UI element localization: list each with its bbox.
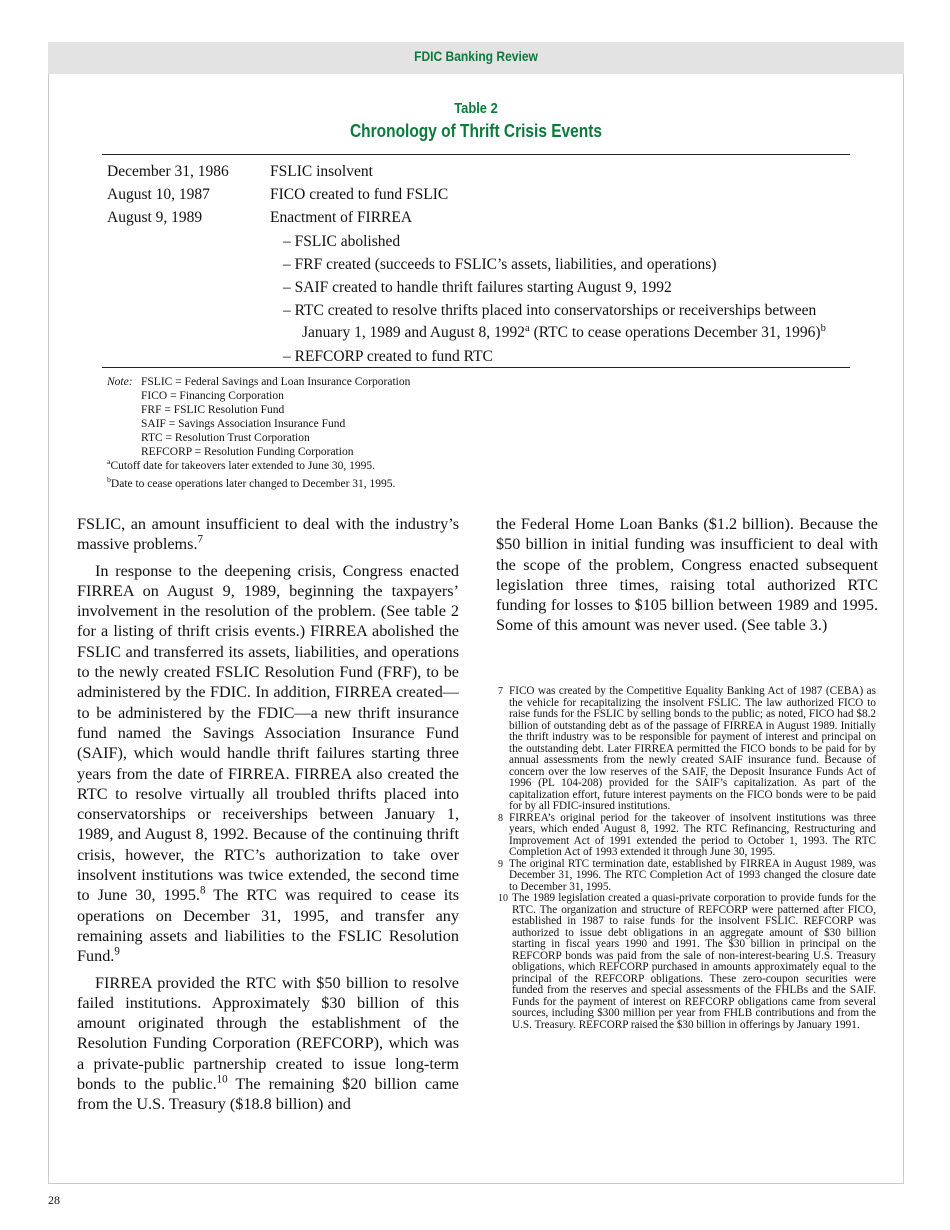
- footnote-number: 8: [498, 812, 503, 824]
- sub-item: – SAIF created to handle thrift failures starting August 9, 1992: [283, 278, 672, 296]
- footnotes: [498, 686, 876, 1031]
- footnote-text: FIRREA’s original period for the takeover of insolvent institutions was three years, which ended August 8, 1992. The RTC Refinancing, Restructuring and Improvement Act of 1991 extended the period to October 1, 1993. The RTC Completion Act of 1993 extended it through June 30, 1995.: [509, 811, 876, 858]
- table-footnote-a: [107, 457, 375, 472]
- left-column: [77, 514, 459, 1115]
- footnote-number: 10: [498, 893, 508, 904]
- table-row: [107, 183, 847, 206]
- row-date: August 9, 1989: [107, 209, 203, 227]
- abbreviation: REFCORP = Resolution Funding Corporation: [141, 446, 354, 458]
- sub-item: – REFCORP created to fund RTC: [283, 348, 493, 366]
- page-number: 28: [48, 1193, 60, 1207]
- table-row: [107, 160, 847, 183]
- footnote-text: Cutoff date for takeovers later extended to June 30, 1995.: [110, 460, 375, 472]
- footnote-number: 9: [498, 858, 503, 870]
- abbreviation: FRF = FSLIC Resolution Fund: [141, 404, 285, 416]
- rtc-text: January 1, 1989 and August 8, 1992: [302, 324, 526, 342]
- paragraph-text: FSLIC, an amount insufficient to deal with the industry’s massive problems.: [77, 515, 459, 554]
- footnote-mark-a: a: [525, 323, 530, 335]
- paragraph-text: In response to the deepening crisis, Congress enacted FIRREA on August 9, 1989, beginning the taxpayers’ involvement in the resolution of the problem. (See table 2 for a listing of thrift crisis events.) FIRREA abolished the FSLIC and transferred its assets, liabilities, and operations to the newly created FSLIC Resolution Fund (FRF), to be administered by the FDIC. In addition, FIRREA created—to be administered by the FDIC—a new thrift insurance fund named the Savings Association Insurance Fund (SAIF), which would handle thrift failures starting three years from the date of FIRREA. FIRREA also created the RTC to resolve virtually all troubled thrifts placed into conservatorships or receiverships between January 1, 1989, and August 8, 1992. Because of the continuing thrift crisis, however, the RTC’s authorization to take over insolvent institutions was twice extended, the second time to June 30, 1995.: [77, 561, 459, 905]
- table-top-rule: [102, 154, 850, 155]
- abbreviation: SAIF = Savings Association Insurance Fund: [141, 418, 346, 430]
- footnote-mark: b: [107, 475, 111, 485]
- paragraph: [77, 514, 459, 555]
- row-event: Enactment of FIRREA: [270, 209, 413, 227]
- footnote-ref: 8: [199, 884, 206, 897]
- footnote-ref: 10: [216, 1073, 228, 1086]
- table-note: [107, 375, 410, 459]
- footnote-text: The 1989 legislation created a quasi-private corporation to provide funds for the RTC. The organization and structure of REFCORP were patterned after FICO, established in 1987 to raise funds for the insolvent FSLIC. REFCORP was authorized to issue debt obligations in an aggregate amount of $30 billion starting in fiscal years 1990 and 1991. The $30 billion in principal on the REFCORP bonds was paid from the sale of non-interest-bearing U.S. Treasury obligations, which REFCORP purchased in amounts approximately equal to the principal of the REFCORP obligations. These zero-coupon securities were funded from the reserves and special assessments of the FHLBs and the SAIF. Funds for the payment of interest on REFCORP obligations came from several sources, including $300 million per year from FHLB contributions and from the U.S. Treasury. REFCORP raised the $30 billion in offerings by January 1991.: [512, 892, 876, 1031]
- table-footnote-b: [107, 475, 396, 490]
- table-bottom-rule: [102, 367, 850, 368]
- abbreviation: RTC = Resolution Trust Corporation: [141, 432, 310, 444]
- table-label: Table 2: [454, 100, 498, 117]
- table-title: Chronology of Thrift Crisis Events: [349, 121, 603, 141]
- footnote-ref: 7: [197, 533, 203, 546]
- paragraph-text: The RTC was required to cease its operations on December 31, 1995, and transfer any remaining assets and liabilities to the FSLIC Resolution Fund.: [77, 886, 459, 966]
- abbreviation: FICO = Financing Corporation: [141, 390, 284, 402]
- row-date: December 31, 1986: [107, 163, 229, 180]
- footnote-mark-b: b: [820, 323, 826, 335]
- row-event: FSLIC insolvent: [270, 163, 373, 180]
- footnote: [498, 859, 876, 894]
- sub-item-rtc: [283, 299, 847, 345]
- footnote-text: Date to cease operations later changed to December 31, 1995.: [110, 478, 396, 490]
- rtc-line-1: – RTC created to resolve thrifts placed into conservatorships or receiverships between: [283, 302, 817, 320]
- sub-item: – FSLIC abolished: [283, 232, 401, 250]
- rtc-text-2: (RTC to cease operations December 31, 1996): [529, 324, 821, 342]
- footnote-mark: a: [107, 457, 111, 467]
- journal-title: FDIC Banking Review: [414, 48, 538, 64]
- sub-item: – FRF created (succeeds to FSLIC’s assets, liabilities, and operations): [283, 255, 717, 273]
- footnote: [498, 686, 876, 813]
- paragraph: [77, 561, 459, 967]
- footnote-text: The original RTC termination date, established by FIRREA in August 1989, was December 31, 1996. The RTC Completion Act of 1993 changed the closure date to December 31, 1995.: [509, 857, 876, 893]
- right-column: [496, 514, 878, 636]
- footnote-text: FICO was created by the Competitive Equality Banking Act of 1987 (CEBA) as the vehicle for recapitalizing the insolvent FSLIC. The law authorized FICO to raise funds for the FSLIC by selling bonds to the public; as noted, FICO had $8.2 billion of outstanding debt as of the passage of FIRREA in August 1989. Initially the thrift industry was to be responsible for payment of interest and principal on the outstanding debt. Later FIRREA permitted the FICO bonds to be paid for by annual assessments from the newly created SAIF insurance fund. Because of concern over the low reserves of the SAIF, the Deposit Insurance Funds Act of 1996 (PL 104-208) provided for the SAIF’s capitalization. As part of the capitalization effort, future interest payments on the FICO bonds were to be paid for by all FDIC-insured institutions.: [509, 685, 876, 812]
- paragraph: the Federal Home Loan Banks ($1.2 billion). Because the $50 billion in initial funding was insufficient to deal with the scope of the problem, Congress enacted subsequent legislation three times, raising total authorized RTC funding for losses to $105 billion between 1989 and 1995. Some of this amount was never used. (See table 3.): [496, 515, 878, 635]
- abbreviation: FSLIC = Federal Savings and Loan Insurance Corporation: [141, 376, 411, 388]
- footnote: [498, 813, 876, 859]
- chronology-table: [107, 160, 847, 368]
- row-event: FICO created to fund FSLIC: [270, 186, 449, 204]
- note-label: Note:: [107, 376, 133, 388]
- paragraph-text: FIRREA provided the RTC with $50 billion to resolve failed institutions. Approximately $30 billion of this amount originated through the establishment of the Resolution Funding Corporation (REFCORP), which was a private-public partnership created to issue long-term bonds to the public.: [77, 973, 459, 1094]
- footnote-number: 7: [498, 686, 503, 697]
- table-row: [107, 206, 847, 229]
- paragraph: [77, 973, 459, 1115]
- footnote-ref: 9: [114, 945, 120, 958]
- row-date: August 10, 1987: [107, 186, 210, 204]
- rtc-line-2: [283, 322, 847, 344]
- paragraph-text: The remaining $20 billion came from the U.S. Treasury ($18.8 billion) and: [77, 1075, 459, 1114]
- footnote: [498, 893, 876, 1031]
